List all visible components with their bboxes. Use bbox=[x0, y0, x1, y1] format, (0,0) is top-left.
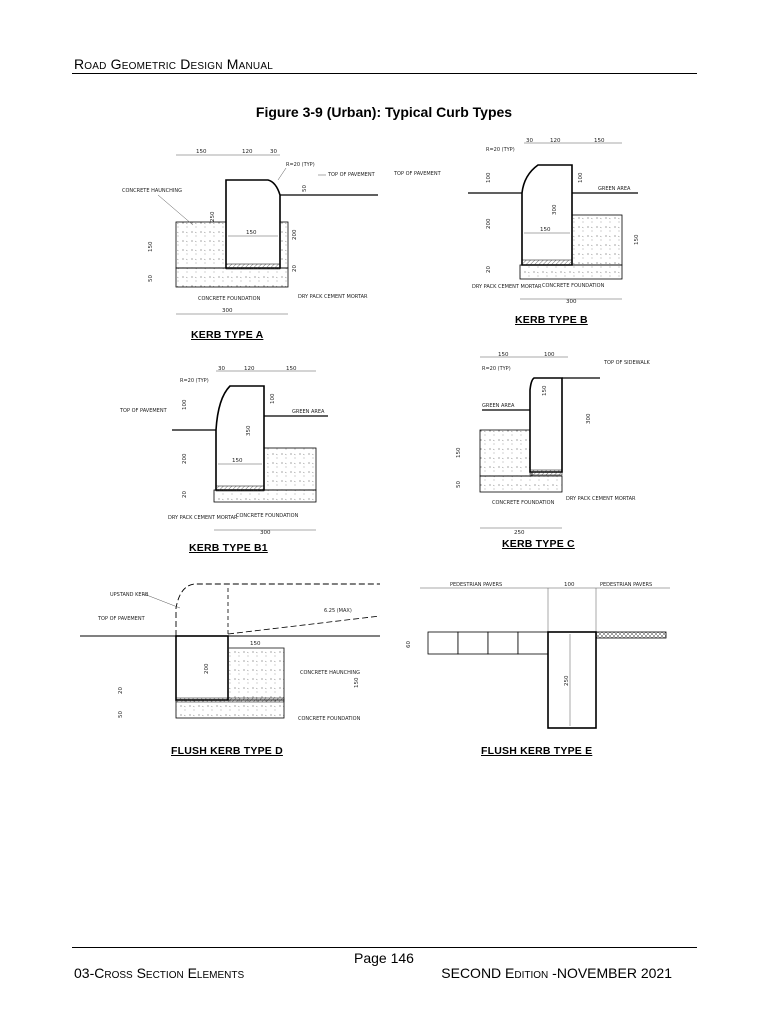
dim-250: 250 bbox=[564, 675, 570, 686]
label-mortar: DRY PACK CEMENT MORTAR bbox=[168, 515, 238, 521]
label-top-pavement: TOP OF PAVEMENT bbox=[120, 408, 167, 414]
kerb-type-a-caption: KERB TYPE A bbox=[191, 329, 264, 341]
label-top-sidewalk: TOP OF SIDEWALK bbox=[604, 360, 650, 366]
dim-100-a: 100 bbox=[182, 399, 188, 410]
kerb-type-a-drawing bbox=[118, 140, 388, 330]
dim-150-b: 150 bbox=[232, 458, 243, 464]
dim-150: 150 bbox=[250, 641, 261, 647]
dim-200: 200 bbox=[292, 229, 298, 240]
dim-250: 250 bbox=[514, 530, 525, 536]
label-radius: R=20 (TYP) bbox=[286, 162, 315, 168]
label-radius: R=20 (TYP) bbox=[180, 378, 209, 384]
dim-30: 30 bbox=[270, 149, 277, 155]
label-mortar: DRY PACK CEMENT MORTAR bbox=[472, 284, 542, 290]
dim-200: 200 bbox=[204, 663, 210, 674]
dim-150-b: 150 bbox=[540, 227, 551, 233]
label-haunching: CONCRETE HAUNCHING bbox=[122, 188, 183, 194]
label-green: GREEN AREA bbox=[598, 186, 631, 192]
dim-30: 30 bbox=[526, 138, 533, 144]
dim-150-b: 150 bbox=[542, 385, 548, 396]
label-mortar: DRY PACK CEMENT MORTAR bbox=[566, 496, 636, 502]
kerb-type-b-caption: KERB TYPE B bbox=[515, 314, 588, 326]
flush-kerb-type-e-drawing bbox=[400, 578, 672, 738]
kerb-type-b1-drawing bbox=[118, 362, 340, 540]
flush-kerb-type-e-caption: FLUSH KERB TYPE E bbox=[481, 745, 593, 757]
dim-150-b: 150 bbox=[246, 230, 257, 236]
dim-60: 60 bbox=[406, 641, 412, 648]
footer-rule bbox=[72, 947, 697, 948]
kerb-type-b1-caption: KERB TYPE B1 bbox=[189, 542, 268, 554]
dim-300: 300 bbox=[222, 308, 233, 314]
dim-150-b: 150 bbox=[354, 677, 360, 688]
label-foundation: CONCRETE FOUNDATION bbox=[236, 513, 299, 519]
dim-200: 200 bbox=[182, 453, 188, 464]
dim-20: 20 bbox=[486, 266, 492, 273]
dim-300: 300 bbox=[260, 530, 271, 536]
dim-350: 350 bbox=[246, 425, 252, 436]
footer-section: 03-Cross Section Elements bbox=[74, 965, 245, 981]
dim-150-c: 150 bbox=[148, 241, 154, 252]
footer-edition: SECOND Edition -NOVEMBER 2021 bbox=[441, 965, 672, 981]
label-pavers-left: PEDESTRIAN PAVERS bbox=[450, 582, 503, 588]
dim-20: 20 bbox=[182, 491, 188, 498]
label-radius: R=20 (TYP) bbox=[486, 147, 515, 153]
flush-kerb-type-d-caption: FLUSH KERB TYPE D bbox=[171, 745, 283, 757]
dim-150: 150 bbox=[594, 138, 605, 144]
dim-120: 120 bbox=[242, 149, 253, 155]
figure-title: Figure 3-9 (Urban): Typical Curb Types bbox=[255, 104, 513, 120]
label-slope: 6.25 (MAX) bbox=[324, 608, 352, 614]
label-foundation: CONCRETE FOUNDATION bbox=[198, 296, 261, 302]
page-number: Page 146 bbox=[354, 950, 414, 966]
dim-100-b: 100 bbox=[270, 393, 276, 404]
header-rule bbox=[72, 73, 697, 74]
label-green: GREEN AREA bbox=[482, 403, 515, 409]
label-upstand: UPSTAND KERB bbox=[110, 592, 149, 598]
dim-100: 100 bbox=[564, 582, 575, 588]
dim-50: 50 bbox=[118, 711, 124, 718]
dim-100: 100 bbox=[544, 352, 555, 358]
label-radius: R=20 (TYP) bbox=[482, 366, 511, 372]
dim-150: 150 bbox=[196, 149, 207, 155]
dim-150: 150 bbox=[498, 352, 509, 358]
kerb-type-c-drawing bbox=[452, 348, 652, 538]
header-title: Road Geometric Design Manual bbox=[74, 56, 273, 72]
flush-kerb-type-d-drawing bbox=[80, 578, 390, 738]
label-haunching: CONCRETE HAUNCHING bbox=[300, 670, 361, 676]
dim-300-b: 300 bbox=[566, 299, 577, 305]
label-top-pavement: TOP OF PAVEMENT bbox=[394, 171, 441, 177]
dim-100-b: 100 bbox=[578, 172, 584, 183]
dim-200: 200 bbox=[486, 218, 492, 229]
dim-100-a: 100 bbox=[486, 172, 492, 183]
dim-30: 30 bbox=[218, 366, 225, 372]
dim-50: 50 bbox=[302, 185, 308, 192]
dim-150: 150 bbox=[286, 366, 297, 372]
label-foundation: CONCRETE FOUNDATION bbox=[492, 500, 555, 506]
dim-300: 300 bbox=[586, 413, 592, 424]
kerb-type-b-drawing bbox=[388, 135, 658, 315]
dim-150-c: 150 bbox=[634, 234, 640, 245]
dim-50-b: 50 bbox=[148, 275, 154, 282]
label-foundation: CONCRETE FOUNDATION bbox=[298, 716, 361, 722]
dim-20: 20 bbox=[118, 687, 124, 694]
dim-150-c: 150 bbox=[456, 447, 462, 458]
label-top-pavement: TOP OF PAVEMENT bbox=[328, 172, 375, 178]
dim-250: 250 bbox=[210, 211, 216, 222]
kerb-type-c-caption: KERB TYPE C bbox=[502, 538, 575, 550]
label-top-pavement: TOP OF PAVEMENT bbox=[98, 616, 145, 622]
label-mortar: DRY PACK CEMENT MORTAR bbox=[298, 294, 368, 300]
label-green: GREEN AREA bbox=[292, 409, 325, 415]
dim-20: 20 bbox=[292, 265, 298, 272]
dim-120: 120 bbox=[244, 366, 255, 372]
dim-300: 300 bbox=[552, 204, 558, 215]
dim-120: 120 bbox=[550, 138, 561, 144]
dim-50: 50 bbox=[456, 481, 462, 488]
label-foundation: CONCRETE FOUNDATION bbox=[542, 283, 605, 289]
label-pavers-right: PEDESTRIAN PAVERS bbox=[600, 582, 653, 588]
